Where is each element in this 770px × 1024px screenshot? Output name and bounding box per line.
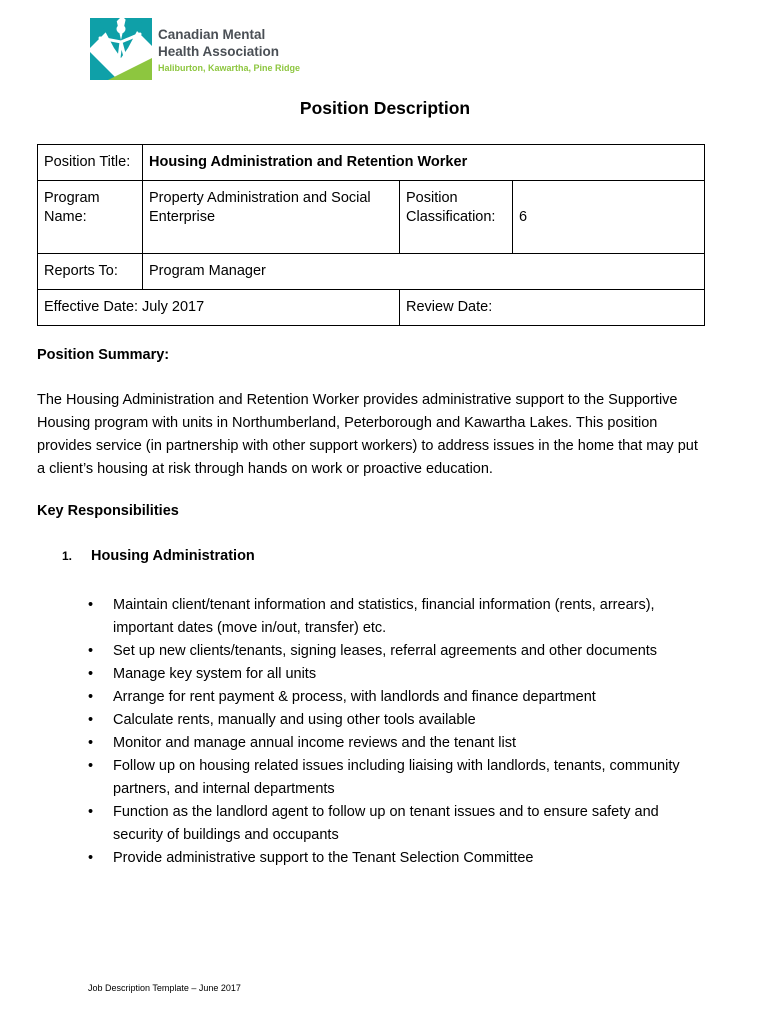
list-item: [88, 732, 698, 755]
table-row: [38, 145, 705, 181]
classification-label: Position Classification:: [400, 181, 513, 254]
bullet-icon: •: [88, 850, 94, 866]
position-title-label: Position Title:: [38, 145, 143, 181]
classification-value: 6: [513, 181, 705, 254]
footer-text: Job Description Template – June 2017: [88, 983, 241, 993]
list-item: [88, 847, 698, 870]
program-name-label: Program Name:: [38, 181, 143, 254]
table-row: [38, 181, 705, 254]
reports-to-value: Program Manager: [143, 254, 705, 290]
list-item: [88, 709, 698, 732]
list-item-text: Maintain client/tenant information and statistics, financial information (rents, arrears), important dates (move in/out, transfer) etc.: [113, 597, 655, 636]
list-item-text: Manage key system for all units: [113, 666, 317, 682]
bullet-icon: •: [88, 804, 94, 820]
section-number: 1.: [62, 549, 73, 563]
bullet-icon: •: [88, 597, 94, 613]
document-title: Position Description: [299, 98, 471, 118]
key-responsibilities-heading: Key Responsibilities: [37, 503, 179, 519]
bullet-icon: •: [88, 735, 94, 751]
effective-date: Effective Date: July 2017: [38, 290, 400, 326]
org-name-line2: Health Association: [158, 44, 280, 59]
bullet-icon: •: [88, 643, 94, 659]
review-date: Review Date:: [400, 290, 705, 326]
bullet-icon: •: [88, 712, 94, 728]
bullet-icon: •: [88, 666, 94, 682]
list-item: [88, 755, 698, 801]
list-item: [88, 801, 698, 847]
list-item-text: Monitor and manage annual income reviews and the tenant list: [113, 735, 517, 751]
table-row: [38, 290, 705, 326]
cmha-logo: [90, 18, 320, 82]
program-name-value: Property Administration and Social Enterprise: [143, 181, 400, 254]
cmha-logo-mark-icon: [90, 18, 152, 80]
list-item: [88, 686, 698, 709]
section-heading: [62, 548, 255, 564]
org-name-line1: Canadian Mental: [158, 27, 266, 42]
bullet-icon: •: [88, 758, 94, 774]
logo-text: [158, 26, 300, 73]
position-info-table: [37, 144, 705, 326]
list-item-text: Arrange for rent payment & process, with landlords and finance department: [113, 689, 596, 705]
list-item-text: Follow up on housing related issues including liaising with landlords, tenants, community partners, and internal departments: [113, 758, 680, 797]
summary-heading: Position Summary:: [37, 347, 170, 363]
section-title: Housing Administration: [91, 548, 255, 564]
list-item-text: Function as the landlord agent to follow up on tenant issues and to ensure safety and security of buildings and occupants: [113, 804, 659, 843]
reports-to-label: Reports To:: [38, 254, 143, 290]
list-item-text: Calculate rents, manually and using other tools available: [113, 712, 476, 728]
responsibility-list: [88, 594, 698, 870]
org-region: Haliburton, Kawartha, Pine Ridge: [158, 63, 301, 73]
summary-text: The Housing Administration and Retention Worker provides administrative support to the Supportive Housing program with units in Northumberland, Peterborough and Kawartha Lakes. This position provides service (in partnership with other support workers) to address issues in the home that may put a client’s housing at risk through hands on work or proactive education.: [37, 392, 698, 477]
list-item: [88, 594, 698, 640]
bullet-icon: •: [88, 689, 94, 705]
list-item-text: Set up new clients/tenants, signing leases, referral agreements and other documents: [113, 643, 658, 659]
position-title-value: Housing Administration and Retention Worker: [143, 145, 705, 181]
table-row: [38, 254, 705, 290]
list-item-text: Provide administrative support to the Tenant Selection Committee: [113, 850, 534, 866]
list-item: [88, 663, 698, 686]
list-item: [88, 640, 698, 663]
